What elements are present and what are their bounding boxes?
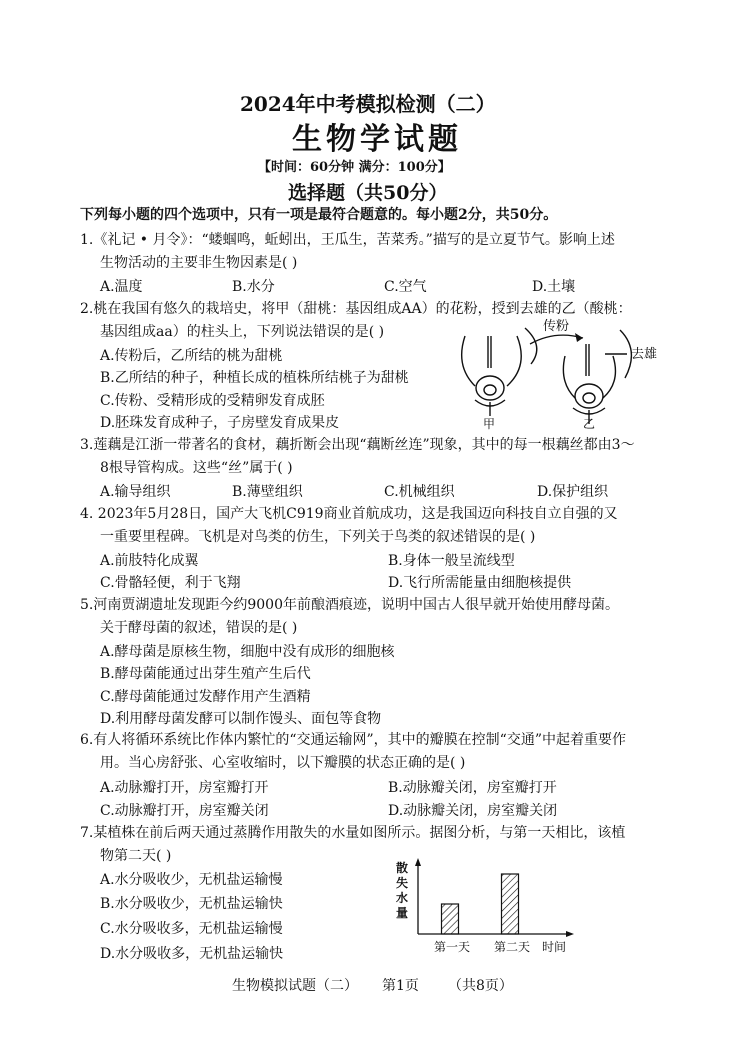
option-a: A.动脉瓣打开，房室瓣打开 bbox=[100, 780, 269, 796]
transpiration-bar-chart bbox=[392, 858, 582, 958]
question-stem: 关于酵母菌的叙述，错误的是( ) bbox=[100, 620, 298, 636]
option-d: D.水分吸收多，无机盐运输快 bbox=[100, 946, 284, 962]
x-axis-label: 时间 bbox=[542, 940, 567, 954]
option-d: D.保护组织 bbox=[537, 484, 609, 500]
flower-b bbox=[563, 330, 631, 424]
question-4 bbox=[80, 503, 650, 549]
option-b: B.薄壁组织 bbox=[232, 484, 303, 500]
question-stem: 1.《礼记 • 月令》：“蝼蝈鸣，蚯蚓出，王瓜生，苦菜秀。”描写的是立夏节气。影响上述 bbox=[80, 232, 615, 248]
question-6 bbox=[80, 729, 650, 775]
bar-2 bbox=[502, 874, 519, 934]
option-b: B.酵母菌能通过出芽生殖产生后代 bbox=[100, 666, 311, 682]
option-a: A.前肢特化成翼 bbox=[100, 553, 199, 569]
question-stem: 一重要里程碑。飞机是对鸟类的仿生，下列关于鸟类的叙述错误的是( ) bbox=[100, 529, 536, 545]
flower-diagram bbox=[455, 316, 675, 432]
y-label-char: 失 bbox=[396, 876, 409, 890]
question-stem: 物第二天( ) bbox=[100, 848, 172, 864]
option-b: B.乙所结的种子，种植长成的植株所结桃子为甜桃 bbox=[100, 370, 409, 386]
y-axis-arrow bbox=[415, 858, 421, 866]
option-a: A.温度 bbox=[100, 279, 143, 295]
question-1 bbox=[80, 229, 650, 275]
question-stem: 3.莲藕是江浙一带著名的食材，藕折断会出现“藕断丝连”现象，其中的每一根藕丝都由3～ bbox=[80, 437, 635, 453]
option-d: D.胚珠发育成种子，子房壁发育成果皮 bbox=[100, 415, 340, 431]
x-tick-label: 第一天 bbox=[434, 940, 471, 954]
option-d: D.飞行所需能量由细胞核提供 bbox=[388, 575, 572, 591]
label-pollination: 传粉 bbox=[543, 319, 570, 334]
y-label-char: 量 bbox=[396, 906, 409, 920]
flower-a bbox=[462, 328, 537, 416]
option-a: A.酵母菌是原核生物，细胞中没有成形的细胞核 bbox=[100, 644, 395, 660]
option-a: A.水分吸收少，无机盐运输慢 bbox=[100, 872, 283, 888]
option-c: C.骨骼轻便，利于飞翔 bbox=[100, 575, 241, 591]
section-title: 选择题（共50分） bbox=[288, 182, 448, 204]
question-stem: 4. 2023年5月28日，国产大飞机C919商业首航成功，这是我国迈向科技自立自强的又 bbox=[80, 506, 618, 522]
exam-title: 2024年中考模拟检测（二） bbox=[240, 92, 496, 116]
option-b: B.动脉瓣关闭，房室瓣打开 bbox=[388, 780, 557, 796]
footer-left: 生物模拟试题（二） bbox=[232, 978, 358, 994]
y-axis-label bbox=[396, 860, 408, 920]
option-c: C.水分吸收多，无机盐运输慢 bbox=[100, 921, 283, 937]
option-b: B.水分吸收少，无机盐运输快 bbox=[100, 896, 283, 912]
label-yi: 乙 bbox=[583, 417, 596, 431]
option-b: B.水分 bbox=[232, 279, 275, 295]
footer-page: 第1页 bbox=[382, 978, 419, 994]
option-c: C.空气 bbox=[384, 279, 427, 295]
subject-title: 生物学试题 bbox=[292, 122, 462, 157]
label-emasculated: 去雄 bbox=[631, 347, 658, 362]
bar-1 bbox=[442, 904, 459, 934]
question-stem: 基因组成aa）的柱头上，下列说法错误的是( ) bbox=[100, 324, 385, 340]
question-3 bbox=[80, 434, 650, 480]
y-label-char: 水 bbox=[396, 891, 409, 905]
question-stem: 2.桃在我国有悠久的栽培史，将甲（甜桃：基因组成AA）的花粉，授到去雄的乙（酸桃： bbox=[80, 301, 632, 317]
label-jia: 甲 bbox=[483, 417, 496, 431]
question-5 bbox=[80, 594, 650, 640]
instructions: 下列每小题的四个选项中，只有一项是最符合题意的。每小题2分，共50分。 bbox=[80, 207, 558, 223]
question-stem: 6.有人将循环系统比作体内繁忙的“交通运输网”，其中的瓣膜在控制“交通”中起着重要作 bbox=[80, 732, 626, 748]
option-c: C.动脉瓣打开，房室瓣关闭 bbox=[100, 803, 269, 819]
option-b: B.身体一般呈流线型 bbox=[388, 553, 515, 569]
option-d: D.土壤 bbox=[532, 279, 576, 295]
question-stem: 生物活动的主要非生物因素是( ) bbox=[100, 255, 298, 271]
question-stem: 5.河南贾湖遗址发现距今约9000年前酿酒痕迹，说明中国古人很早就开始使用酵母菌。 bbox=[80, 597, 619, 613]
question-stem: 8根导管构成。这些“丝”属于( ) bbox=[100, 460, 293, 476]
question-stem: 7.某植株在前后两天通过蒸腾作用散失的水量如图所示。据图分析，与第一天相比，该植 bbox=[80, 825, 626, 841]
footer-total: （共8页） bbox=[448, 978, 513, 994]
x-tick-label: 第二天 bbox=[494, 940, 531, 954]
option-c: C.传粉、受精形成的受精卵发育成胚 bbox=[100, 393, 325, 409]
x-axis-arrow bbox=[566, 931, 574, 937]
option-d: D.利用酵母菌发酵可以制作馒头、面包等食物 bbox=[100, 711, 382, 727]
option-c: C.机械组织 bbox=[384, 484, 455, 500]
y-label-char: 散 bbox=[396, 861, 409, 875]
question-stem: 用。当心房舒张、心室收缩时，以下瓣膜的状态正确的是( ) bbox=[100, 755, 466, 771]
option-a: A.传粉后，乙所结的桃为甜桃 bbox=[100, 348, 283, 364]
option-d: D.动脉瓣关闭，房室瓣关闭 bbox=[388, 803, 558, 819]
option-c: C.酵母菌能通过发酵作用产生酒精 bbox=[100, 689, 311, 705]
time-info: 【时间：60分钟 满分：100分】 bbox=[258, 160, 451, 175]
option-a: A.输导组织 bbox=[100, 484, 171, 500]
